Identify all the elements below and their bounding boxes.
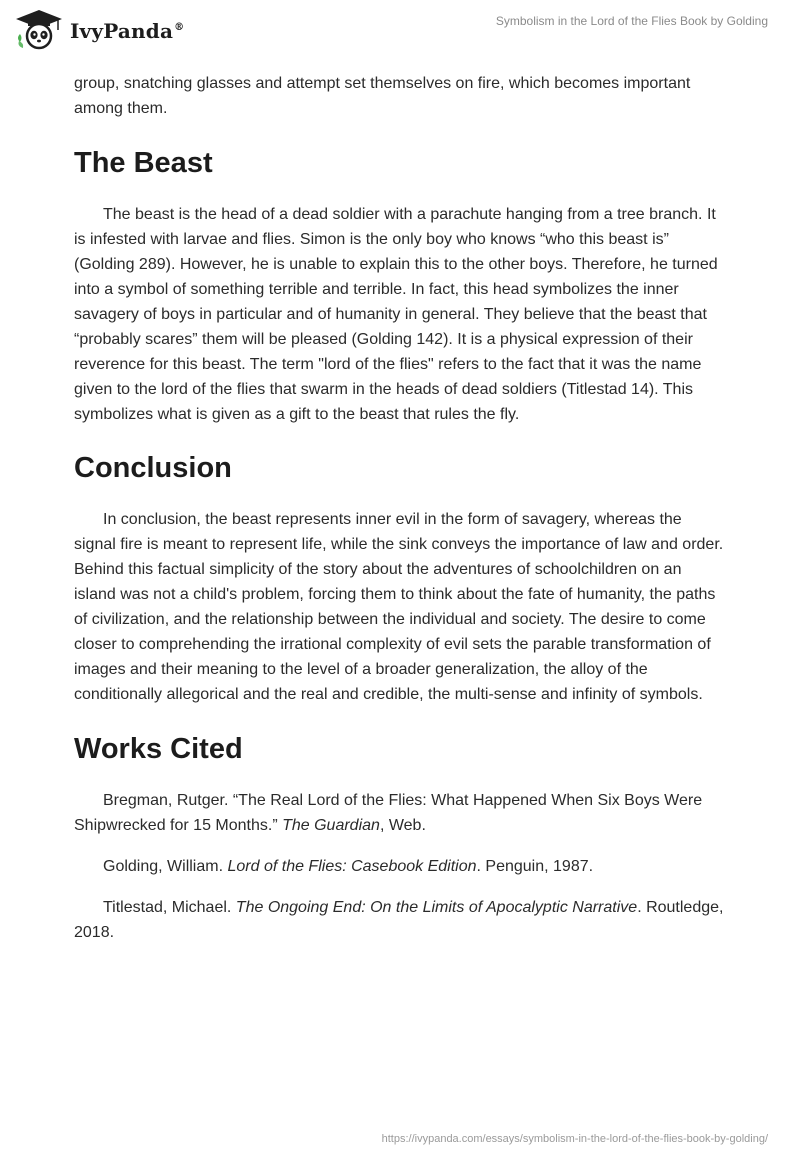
section-heading-beast: The Beast: [74, 147, 213, 179]
panda-logo-icon: [14, 8, 64, 50]
section-heading-works-cited: Works Cited: [74, 733, 243, 765]
citation-entry: Titlestad, Michael. The Ongoing End: On the Limits of Apocalyptic Narrative. Routledge, 2018.: [74, 899, 724, 941]
conclusion-paragraph: In conclusion, the beast represents inner evil in the form of savagery, whereas the signal fire is meant to represent life, while the sink conveys the importance of law and order. Behind this factual simplicity of the story about the adventures of schoolchildren on an island was not a child's problem, forcing them to think about the fate of humanity, the paths of civilization, and the relationship between the individual and society. The desire to come closer to comprehending the irrational complexity of evil sets the parable transformation of images and their meaning to the level of a broader generalization, the alloy of the conditionally allegorical and the real and credible, the multi-sense and infinity of symbols.: [74, 511, 724, 703]
intro-paragraph: group, snatching glasses and attempt set themselves on fire, which becomes important among them.: [74, 75, 691, 117]
beast-paragraph: The beast is the head of a dead soldier with a parachute hanging from a tree branch. It is infested with larvae and flies. Simon is the only boy who knows “who this beast is” (Golding 289). However, he is unable to explain this to the other boys. Therefore, he turned into a symbol of something terrible and terrible. In fact, this head symbolizes the inner savagery of boys in particular and of humanity in general. They believe that the beast that “probably scares” them will be pleased (Golding 142). It is a physical expression of their reverence for this beast. The term "lord of the flies" refers to the fact that it was the name given to the lord of the flies that swarm in the heads of dead soldiers (Titlestad 14). This symbolizes what is given as a gift to the beast that rules the fly.: [74, 206, 718, 423]
document-title: Symbolism in the Lord of the Flies Book by Golding: [495, 14, 768, 28]
footer-url-link[interactable]: https://ivypanda.com/essays/symbolism-in-the-lord-of-the-flies-book-by-golding/: [381, 1133, 768, 1145]
citation-entry: Bregman, Rutger. “The Real Lord of the Flies: What Happened When Six Boys Were Shipwrecked for 15 Months.” The Guardian, Web.: [74, 792, 703, 834]
section-heading-conclusion: Conclusion: [74, 452, 232, 484]
citation-entry: Golding, William. Lord of the Flies: Casebook Edition. Penguin, 1987.: [103, 858, 594, 875]
page-header: [0, 0, 800, 60]
article-body: [74, 71, 726, 961]
logo-text: IvyPanda®: [70, 19, 185, 43]
logo[interactable]: [14, 8, 184, 50]
